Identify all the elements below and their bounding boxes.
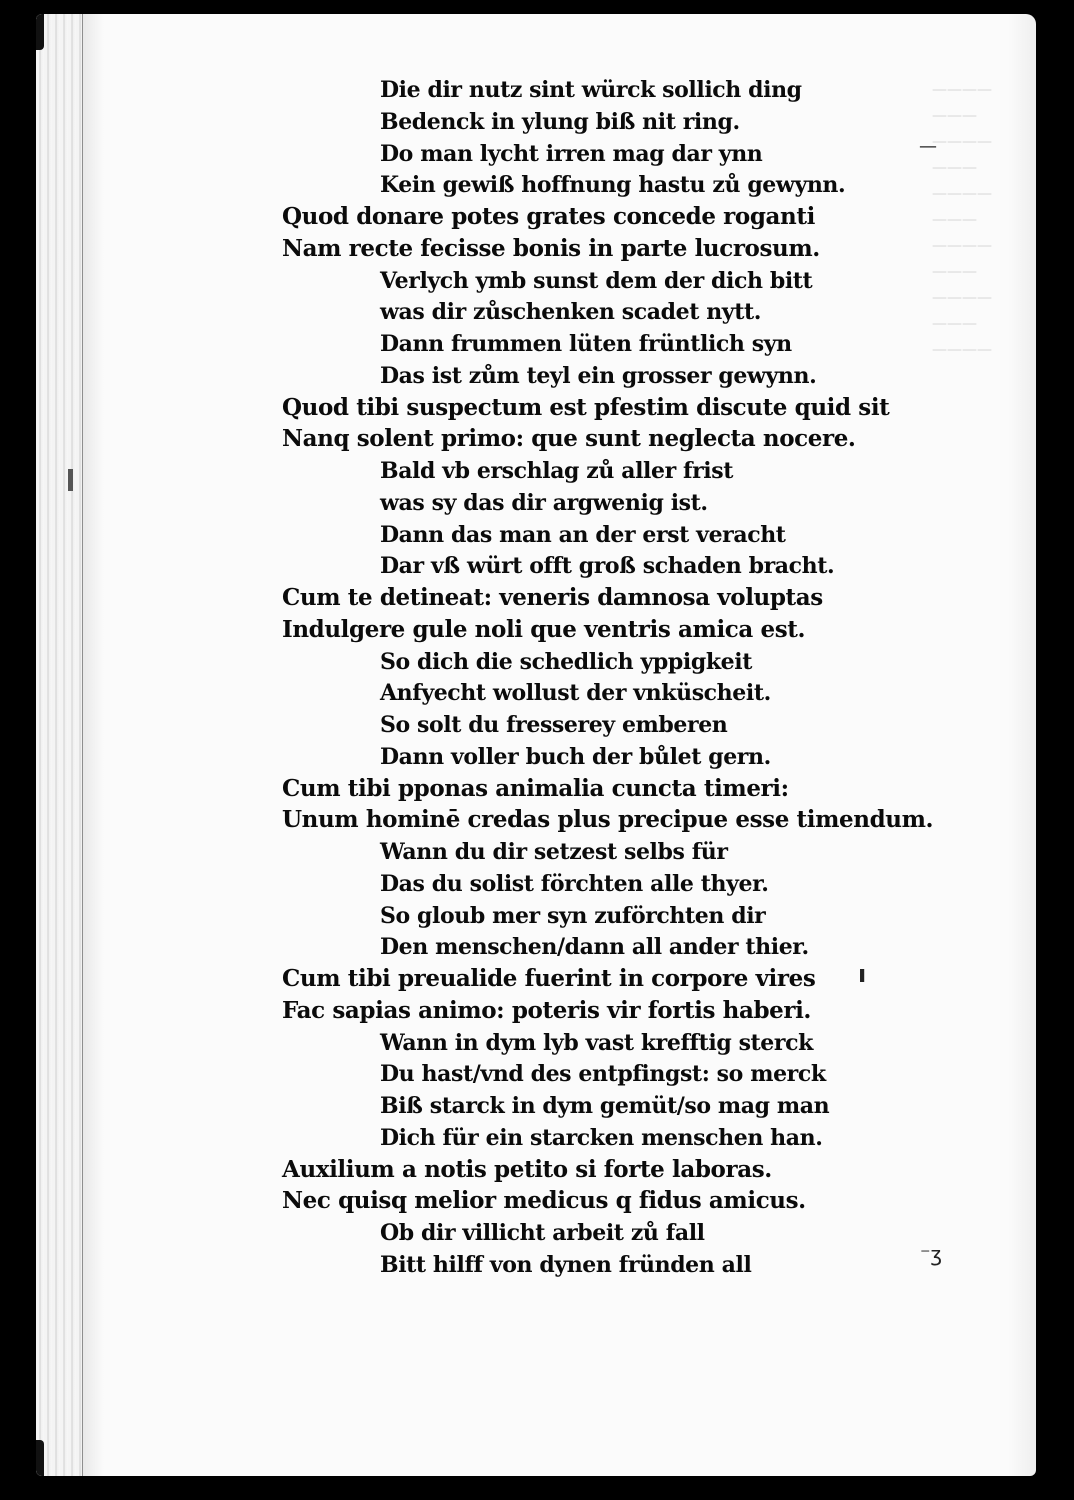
german-verse-line: Die dir nutz sint würck sollich ding — [380, 77, 802, 103]
german-verse-line: Anfyecht wollust der vnküscheit. — [380, 680, 771, 707]
latin-verse-line: Nec quisq melior medicus q fidus amicus. — [282, 1187, 806, 1215]
german-verse-line: So solt du fresserey emberen — [380, 712, 728, 738]
german-verse-line: was dir zůschenken scadet nytt. — [380, 299, 761, 326]
latin-verse-line: Cum tibi preualide fuerint in corpore vires — [282, 965, 816, 992]
latin-verse-line: Fac sapias animo: poteris vir fortis haberi. — [282, 996, 812, 1024]
german-verse-line: Wann in dym lyb vast krefftig sterck — [380, 1029, 813, 1056]
german-verse-line: was sy das dir argwenig ist. — [380, 489, 708, 516]
german-verse-line: Dar vß würt offt groß schaden bracht. — [380, 553, 835, 580]
latin-verse-line: Nanq solent primo: que sunt neglecta nocere. — [282, 425, 856, 453]
german-verse-line: Den menschen/dann all ander thier. — [380, 934, 809, 961]
book-page — [36, 14, 1036, 1476]
latin-verse-line: Cum te detineat: veneris damnosa voluptas — [282, 584, 823, 611]
german-verse-line: Wann du dir setzest selbs für — [380, 839, 728, 865]
german-verse-line: Dann frummen lüten früntlich syn — [380, 331, 792, 357]
german-verse-line: Do man lycht irren mag dar ynn — [380, 140, 763, 167]
latin-verse-line: Unum hominē credas plus precipue esse timendum. — [282, 806, 934, 834]
latin-verse-line: Quod tibi suspectum est pfestim discute quid sit — [282, 393, 890, 421]
latin-verse-line: Auxilium a notis petito si forte laboras. — [282, 1155, 772, 1183]
german-verse-line: Bedenck in ylung biß nit ring. — [380, 108, 740, 135]
german-verse-line: Ob dir villicht arbeit zů fall — [380, 1220, 705, 1246]
latin-verse-line: Nam recte fecisse bonis in parte lucrosum. — [282, 234, 820, 262]
german-verse-line: Das du solist förchten alle thyer. — [380, 870, 769, 897]
german-verse-line: Biß starck in dym gemüt/so mag man — [380, 1093, 830, 1119]
margin-scribble-mark: ⁻ʒ — [920, 1242, 943, 1266]
show-through-text: ———— ——— ———— ——— ———— ——— ———— ——— ———— ——— ———— — [932, 80, 992, 358]
german-verse-line: Dich für ein starcken menschen han. — [380, 1124, 823, 1151]
latin-verse-line: Cum tibi pponas animalia cuncta timeri: — [282, 774, 789, 802]
printed-verse-text — [36, 14, 1036, 1476]
german-verse-line: Das ist zům teyl ein grosser gewynn. — [380, 362, 817, 389]
margin-ink-mark: ı — [858, 960, 867, 988]
margin-dash-mark: — — [919, 136, 937, 157]
german-verse-line: Bitt hilff von dynen fründen all — [380, 1251, 752, 1278]
german-verse-line: Kein gewiß hoffnung hastu zů gewynn. — [380, 172, 846, 199]
german-verse-line: Du hast/vnd des entpfingst: so merck — [380, 1061, 826, 1088]
german-verse-line: So gloub mer syn zuförchten dir — [380, 902, 766, 929]
german-verse-line: So dich die schedlich yppigkeit — [380, 648, 752, 675]
latin-verse-line: Indulgere gule noli que ventris amica est. — [282, 615, 806, 643]
german-verse-line: Verlych ymb sunst dem der dich bitt — [380, 267, 813, 294]
german-verse-line: Dann das man an der erst veracht — [380, 521, 786, 548]
latin-verse-line: Quod donare potes grates concede roganti — [282, 203, 815, 230]
german-verse-line: Dann voller buch der bůlet gern. — [380, 743, 771, 770]
german-verse-line: Bald vb erschlag zů aller frist — [380, 458, 734, 484]
